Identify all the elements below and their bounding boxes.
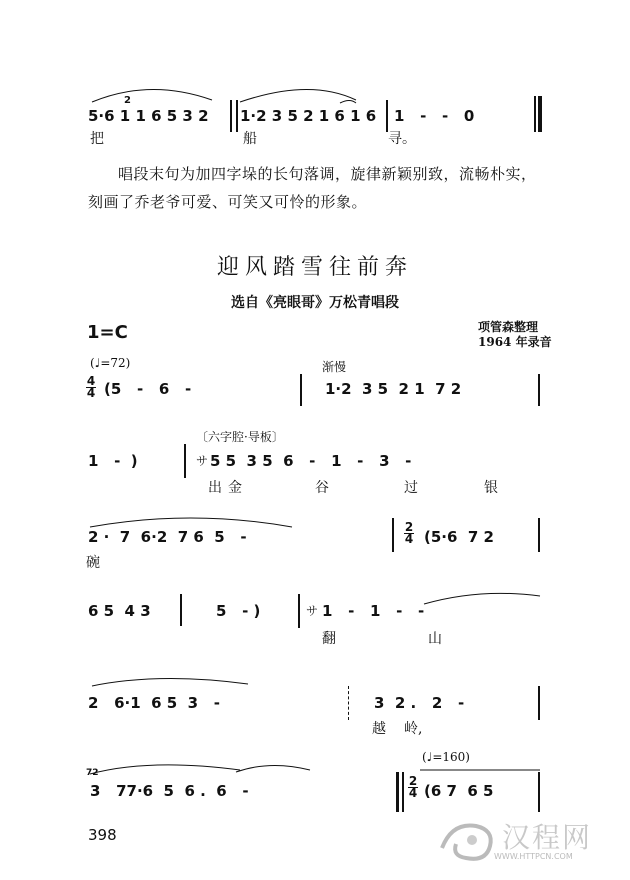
repeat-barline — [396, 772, 399, 812]
row5-slur — [0, 666, 630, 696]
sanban-mark: サ — [306, 604, 319, 618]
lyric: 谷 — [315, 480, 329, 496]
row6-notes-a: 3 77·6 5 6 . 6 - — [90, 782, 249, 800]
row4-notes-a: 6 5 4 3 — [88, 602, 151, 620]
lyric: 出 — [208, 480, 222, 496]
commentary-paragraph: 唱段末句为加四字垛的长句落调，旋律新颖别致，流畅朴实，刻画了乔老爷可爱、可笑又可怜的形象。 — [88, 165, 537, 211]
row5-notes-a: 2 6·1 6 5 3 - — [88, 694, 220, 712]
row5-notes-b: 3 2 . 2 - — [374, 694, 465, 712]
slur-2 — [240, 89, 356, 102]
row2-notes-a: 1 - ) — [88, 452, 138, 470]
tempo-change: 渐慢 — [322, 360, 347, 374]
barline — [538, 772, 540, 812]
credit-year: 1964 年录音 — [478, 335, 552, 349]
barline — [184, 444, 186, 478]
watermark — [432, 812, 622, 868]
barline — [300, 374, 302, 406]
lyric: 把 — [90, 131, 104, 147]
lyric: 翻 — [322, 631, 336, 647]
barline — [402, 772, 404, 812]
barline — [538, 374, 540, 406]
section-title: 迎风踏雪往前奔 — [216, 255, 413, 280]
barline — [236, 100, 238, 132]
lyric: 山 — [428, 631, 442, 647]
row4-slur — [0, 584, 630, 614]
key-signature: 1=C — [87, 322, 128, 343]
barline — [538, 686, 540, 720]
top-score — [0, 0, 630, 150]
lyric: 银 — [484, 480, 498, 496]
lyric: 碗 — [86, 555, 100, 571]
slur-1 — [92, 89, 212, 102]
row2-notes-b: 5 5 3 5 6 - 1 - 3 - — [210, 452, 412, 470]
lyric: 船 — [243, 131, 257, 147]
credit-editor: 项管森整理 — [478, 320, 539, 334]
tempo-marking: (♩=72) — [90, 356, 131, 370]
top-notes-a: 5·6 1 1 6 5 3 2 — [88, 107, 209, 125]
watermark-logo-icon — [432, 812, 502, 868]
lyric: 金 — [228, 480, 242, 496]
section-subtitle: 选自《亮眼哥》万松青唱段 — [231, 295, 399, 311]
lyric: 越 — [372, 721, 386, 737]
row1-notes-b: 1·2 3 5 2 1 7 2 — [325, 380, 462, 398]
top-slurs — [0, 70, 630, 110]
final-barline — [538, 96, 542, 132]
top-notes-c: 1 - - 0 — [394, 107, 475, 125]
barline — [392, 518, 394, 552]
sanban-mark: サ — [196, 454, 209, 468]
lyric: 岭, — [404, 721, 423, 737]
row3-notes-b: (5·6 7 2 — [424, 528, 494, 546]
row1-notes-a: (5 - 6 - — [104, 380, 192, 398]
page-number: 398 — [88, 826, 117, 844]
lyric: 过 — [404, 480, 418, 496]
banqiang-label: 〔六字腔·导板〕 — [196, 430, 284, 444]
time-signature: 2 4 — [404, 520, 414, 546]
barline — [534, 96, 536, 132]
row6-notes-b: (6 7 6 5 — [424, 782, 494, 800]
watermark-text: 汉程网 — [502, 821, 593, 854]
time-signature: 2 4 — [408, 774, 418, 800]
top-notes-b: 1·2 3 5 2 1 6 1 6 — [240, 107, 377, 125]
row3-notes-a: 2 · 7 6·2 7 6 5 - — [88, 528, 247, 546]
lyric: 寻。 — [388, 131, 416, 147]
barline — [538, 518, 540, 552]
row4-notes-c: 1 - 1 - - — [322, 602, 425, 620]
time-signature: 4 4 — [86, 374, 96, 400]
row4-notes-b: 5 - ) — [216, 602, 261, 620]
tempo-marking: (♩=160) — [422, 750, 470, 764]
grace-notes: 72 — [86, 768, 99, 778]
watermark-url: WWW.HTTPCN.COM — [494, 852, 573, 861]
barline — [230, 100, 232, 132]
slur-3 — [340, 101, 356, 104]
grace-note: 2 — [124, 95, 131, 106]
barline-dashed — [348, 686, 351, 720]
